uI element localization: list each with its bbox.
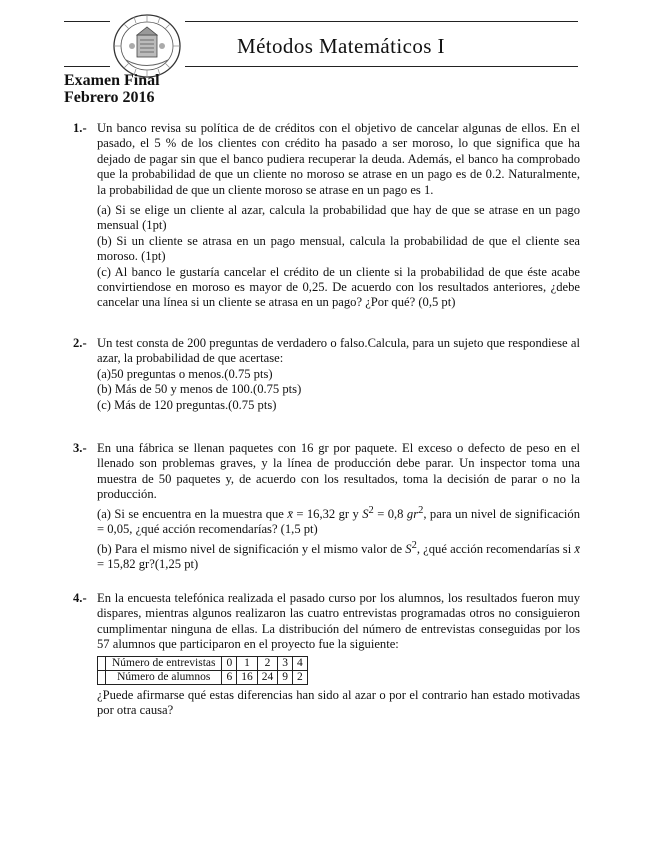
question-intro: En la encuesta telefónica realizada el pasado curso por los alumnos, los resultados fueron muy dispares, mientras algunos realizaron las cuatro entrevistas programadas otros no consiguieron cumplimentar ninguna de ellas. La distribución del número de entrevistas conseguidas por los 57 alumnos que participaron en el proyecto fue la siguiente: [97, 591, 580, 652]
table-cell: 16 [237, 670, 258, 684]
part-a-text-2: = 16,32 gr y [292, 506, 363, 521]
question-intro: Un banco revisa su política de de créditos con el objetivo de cancelar algunas de ellos. En el pasado, el 5 % de los clientes con crédito ha pasado a ser moroso, lo que significa que ha dejado de pagar sin que el banco pudiera recuperar la deuda. Además, el banco ha comprobado que la probabilidad de que un cliente no moroso se atrase en un pago es de 0.2. Naturalmente, la probabilidad de que un cliente moroso se atrase en un pago es 1. [97, 121, 580, 197]
interviews-table [97, 656, 308, 685]
table-cell: 2 [257, 656, 278, 670]
question-number: 3.- [73, 441, 87, 455]
question-4 [64, 591, 580, 718]
table-cell: 3 [278, 656, 293, 670]
part-b-text-1: (b) Para el mismo nivel de significación y el mismo valor de [97, 541, 406, 556]
header-rule-left-top [64, 21, 110, 22]
math-xbar: x̄ [574, 541, 580, 556]
table-cell: 2 [292, 670, 307, 684]
part-b-text-3: = 15,82 gr?(1,25 pt) [97, 557, 199, 572]
part-b-text-2: , ¿qué acción recomendarías si [416, 541, 575, 556]
question-number: 4.- [73, 591, 87, 605]
table-blank-cell [98, 670, 106, 684]
part-a-text-4: , para un nivel de significación = 0,05, ¿qué acción recomendarías? (1,5 pt) [97, 506, 580, 537]
question-closing: ¿Puede afirmarse qué estas diferencias han sido al azar o por el contrario han estado motivadas por otra causa? [97, 687, 580, 718]
question-part-b [97, 538, 580, 573]
table-row [98, 656, 308, 670]
header-rule-right-top [185, 21, 578, 22]
question-part-a: (a)50 preguntas o menos.(0.75 pts) [97, 366, 273, 381]
question-part-b: (b) Si un cliente se atrasa en un pago mensual, calcula la probabilidad de que el cliente sea moroso. (1pt) [97, 233, 580, 264]
question-number: 2.- [73, 336, 87, 350]
math-xbar: x̄ [287, 506, 293, 521]
question-intro: En una fábrica se llenan paquetes con 16 gr por paquete. El exceso o defecto de peso en el llenado son problemas graves, y la línea de producción debe parar. Un inspector toma una muestra de 50 paquetes y, de acuerdo con los resultados, toma la decisión de parar o no la producción. [97, 441, 580, 502]
exam-date: Febrero 2016 [64, 89, 155, 106]
table-row-label: Número de alumnos [106, 670, 222, 684]
header-rule-right-bottom [185, 66, 578, 67]
course-title: Métodos Matemáticos I [237, 34, 445, 58]
question-number: 1.- [73, 121, 87, 135]
table-row-label: Número de entrevistas [106, 656, 222, 670]
table-blank-cell [98, 656, 106, 670]
question-part-a: (a) Si se elige un cliente al azar, calcula la probabilidad que hay de que se atrase en un pago mensual (1pt) [97, 203, 580, 233]
question-3 [64, 441, 580, 573]
math-square: 2 [368, 504, 374, 516]
question-2 [64, 336, 580, 413]
table-cell: 24 [257, 670, 278, 684]
question-part-c: (c) Al banco le gustaría cancelar el crédito de un cliente si la probabilidad de que éste acabe convirtiendose en moroso es mayor de 0,25. De acuerdo con los resultados anteriores, ¿debe cancelar una línea si un cliente se atrasa en un pago? ¿Por qué? (0,5 pt) [97, 264, 580, 310]
table-cell: 0 [222, 656, 237, 670]
math-s: S [405, 541, 412, 556]
exam-heading [64, 72, 160, 106]
table-row [98, 670, 308, 684]
part-a-text-3: = 0,8 [373, 506, 407, 521]
table-cell: 6 [222, 670, 237, 684]
university-seal-icon [112, 13, 182, 79]
math-square: 2 [411, 539, 417, 551]
math-gr: gr [406, 506, 419, 521]
question-part-c: (c) Más de 120 preguntas.(0.75 pts) [97, 397, 277, 412]
question-part-a [97, 503, 580, 538]
question-1 [64, 121, 580, 311]
math-s: S [362, 506, 369, 521]
table-cell: 9 [278, 670, 293, 684]
table-cell: 4 [292, 656, 307, 670]
question-part-b: (b) Más de 50 y menos de 100.(0.75 pts) [97, 382, 302, 397]
part-a-text-1: (a) Si se encuentra en la muestra que [97, 506, 288, 521]
math-square: 2 [418, 504, 424, 516]
exam-type: Examen Final [64, 72, 160, 89]
question-intro: Un test consta de 200 preguntas de verdadero o falso.Calcula, para un sujeto que respondiese al azar, la probabilidad de que acertase: [97, 336, 580, 366]
header-rule-left-bottom [64, 66, 110, 67]
table-cell: 1 [237, 656, 258, 670]
